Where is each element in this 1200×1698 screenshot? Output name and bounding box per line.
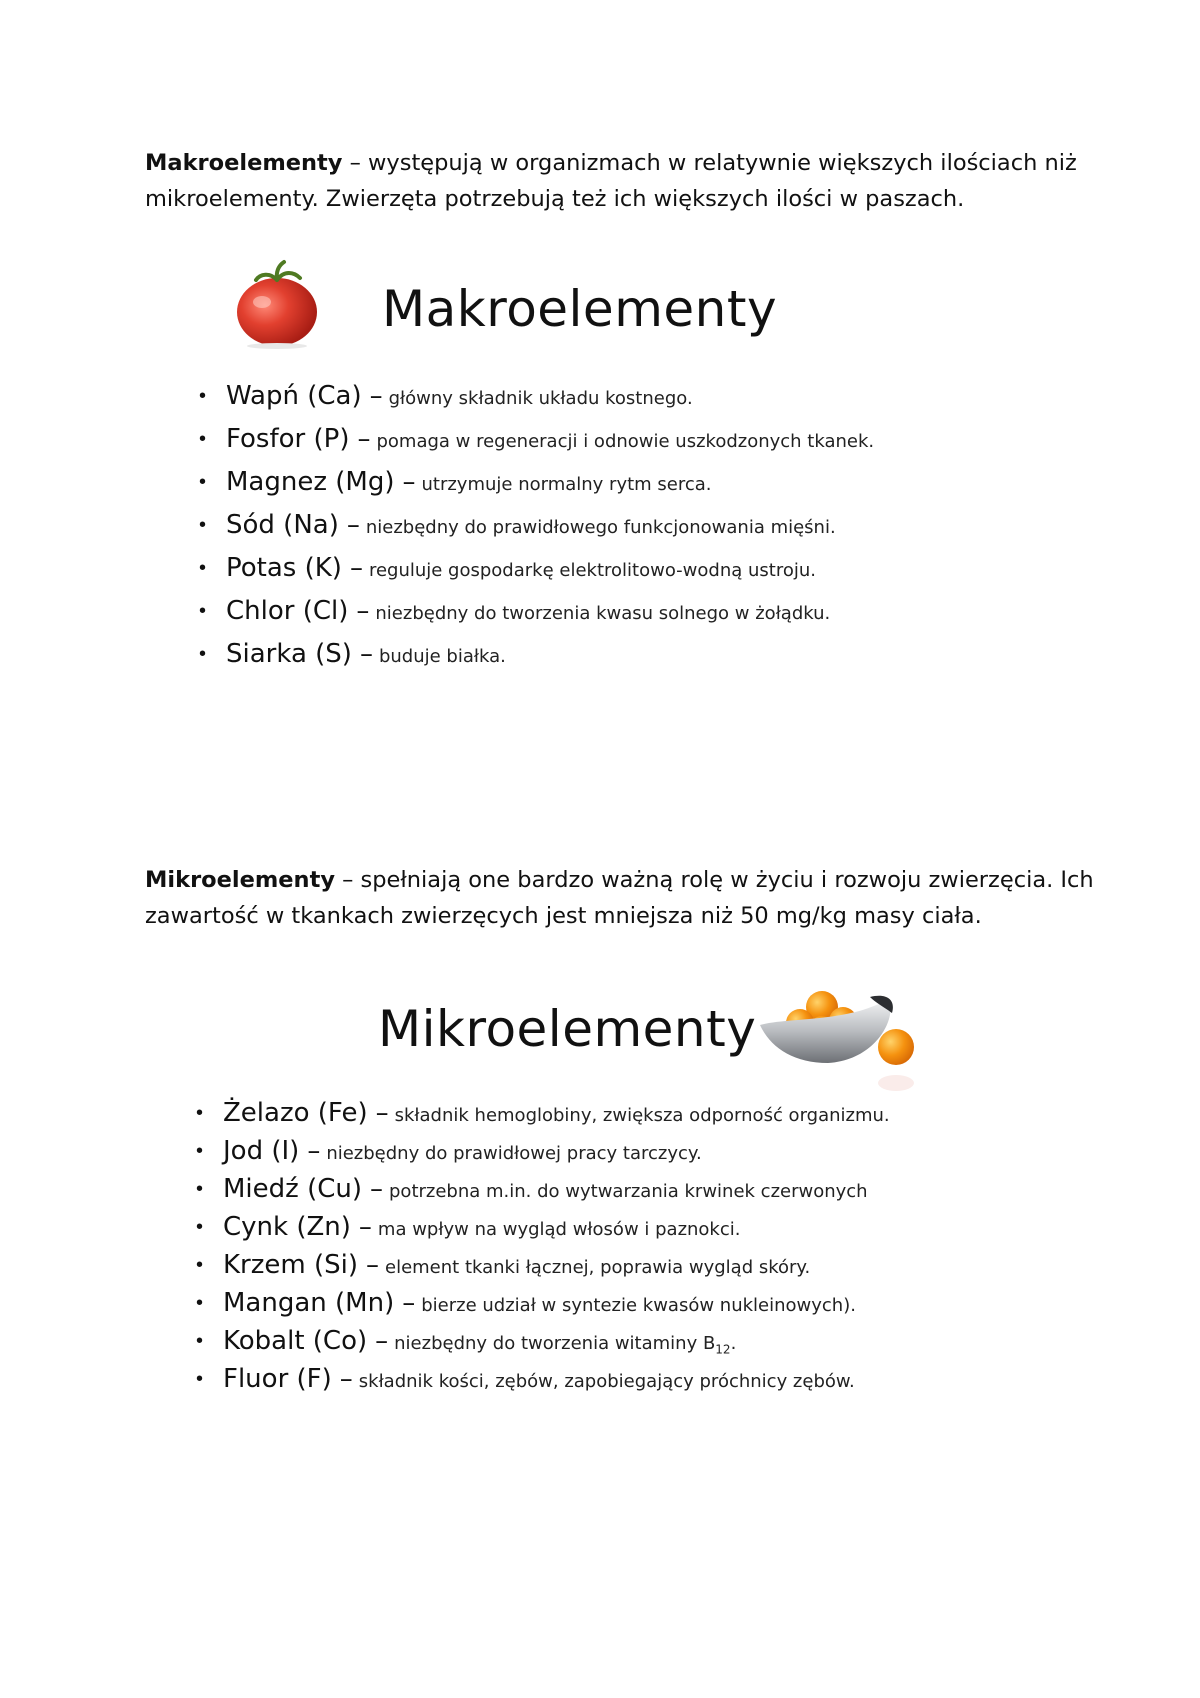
list-item bbox=[199, 461, 874, 504]
macro-heading: Makroelementy bbox=[382, 280, 778, 338]
dash: – bbox=[357, 424, 371, 454]
element-name: Mangan (Mn) bbox=[223, 1288, 395, 1318]
bullet: • bbox=[199, 428, 207, 450]
bullet: • bbox=[196, 1140, 204, 1162]
element-desc: element tkanki łącznej, poprawia wygląd skóry. bbox=[385, 1257, 811, 1278]
bullet: • bbox=[199, 557, 207, 579]
dash: – bbox=[402, 1288, 416, 1318]
list-item bbox=[199, 418, 875, 461]
list-item bbox=[199, 633, 874, 676]
bullet: • bbox=[196, 1330, 204, 1352]
dash: – bbox=[375, 1326, 389, 1356]
element-desc: potrzebna m.in. do wytwarzania krwinek czerwonych bbox=[389, 1181, 868, 1202]
element-desc: reguluje gospodarkę elektrolitowo-wodną ustroju. bbox=[368, 560, 816, 581]
dash: – bbox=[339, 1364, 353, 1394]
list-item bbox=[199, 504, 874, 547]
element-name: Fosfor (P) bbox=[226, 424, 350, 454]
element-desc: niezbędny do prawidłowego funkcjonowania mięśni. bbox=[365, 517, 836, 538]
micro-intro bbox=[145, 862, 1105, 934]
element-desc: pomaga w regeneracji i odnowie uszkodzonych tkanek. bbox=[376, 431, 875, 452]
bullet: • bbox=[196, 1216, 204, 1238]
micro-heading: Mikroelementy bbox=[378, 1000, 757, 1058]
micro-list bbox=[196, 1094, 890, 1398]
element-name: Potas (K) bbox=[226, 553, 342, 583]
bullet: • bbox=[199, 385, 207, 407]
bullet: • bbox=[196, 1102, 204, 1124]
element-name: Cynk (Zn) bbox=[223, 1212, 351, 1242]
element-name: Magnez (Mg) bbox=[226, 467, 395, 497]
element-desc: niezbędny do tworzenia kwasu solnego w żołądku. bbox=[375, 603, 831, 624]
element-desc: główny składnik układu kostnego. bbox=[388, 388, 693, 409]
macro-intro-text: – występują w organizmach w relatywnie większych ilościach niż mikroelementy. Zwierzęta potrzebują też ich większych ilości w paszach. bbox=[145, 150, 1077, 212]
macro-intro bbox=[145, 145, 1105, 217]
dash: – bbox=[358, 1212, 372, 1242]
macro-intro-term: Makroelementy bbox=[145, 150, 343, 176]
element-name: Siarka (S) bbox=[226, 639, 352, 669]
element-desc: składnik hemoglobiny, zwiększa odporność organizmu. bbox=[394, 1105, 890, 1126]
bullet: • bbox=[196, 1254, 204, 1276]
bullet: • bbox=[199, 514, 207, 536]
list-item bbox=[196, 1132, 890, 1170]
list-item bbox=[199, 375, 874, 418]
element-desc bbox=[394, 1333, 737, 1357]
element-desc: składnik kości, zębów, zapobiegający próchnicy zębów. bbox=[358, 1371, 855, 1392]
bullet: • bbox=[196, 1178, 204, 1200]
element-name: Miedź (Cu) bbox=[223, 1174, 362, 1204]
element-desc: utrzymuje normalny rytm serca. bbox=[421, 474, 712, 495]
element-name: Żelazo (Fe) bbox=[223, 1098, 368, 1128]
fruit-bowl-icon bbox=[758, 985, 923, 1095]
dash: – bbox=[356, 596, 370, 626]
element-name: Chlor (Cl) bbox=[226, 596, 349, 626]
micro-intro-text: – spełniają one bardzo ważną rolę w życiu i rozwoju zwierzęcia. Ich zawartość w tkankach zwierzęcych jest mniejsza niż 50 mg/kg masy ciała. bbox=[145, 867, 1094, 929]
tomato-icon bbox=[232, 258, 322, 348]
dash: – bbox=[375, 1098, 389, 1128]
element-name: Kobalt (Co) bbox=[223, 1326, 368, 1356]
dash: – bbox=[370, 1174, 383, 1204]
list-item bbox=[199, 590, 874, 633]
list-item bbox=[196, 1208, 890, 1246]
element-name: Sód (Na) bbox=[226, 510, 339, 540]
element-desc: bierze udział w syntezie kwasów nukleinowych). bbox=[421, 1295, 856, 1316]
list-item bbox=[196, 1360, 890, 1398]
macro-list bbox=[199, 375, 875, 676]
element-desc: niezbędny do prawidłowej pracy tarczycy. bbox=[326, 1143, 702, 1164]
element-desc: ma wpływ na wygląd włosów i paznokci. bbox=[377, 1219, 741, 1240]
list-item bbox=[196, 1094, 890, 1132]
bullet: • bbox=[196, 1368, 204, 1390]
element-name: Jod (I) bbox=[223, 1136, 300, 1166]
element-name: Fluor (F) bbox=[223, 1364, 332, 1394]
dash: – bbox=[349, 553, 363, 583]
list-item bbox=[199, 547, 874, 590]
bullet: • bbox=[196, 1292, 204, 1314]
dash: – bbox=[402, 467, 416, 497]
list-item bbox=[196, 1246, 890, 1284]
element-name: Wapń (Ca) bbox=[226, 381, 362, 411]
micro-intro-term: Mikroelementy bbox=[145, 867, 335, 893]
element-desc-text: niezbędny do tworzenia witaminy B bbox=[394, 1333, 716, 1354]
dash: – bbox=[346, 510, 360, 540]
subscript: 12 bbox=[715, 1342, 731, 1357]
dash: – bbox=[307, 1136, 321, 1166]
list-item bbox=[196, 1284, 890, 1322]
element-desc-end: . bbox=[730, 1333, 737, 1354]
bullet: • bbox=[199, 600, 207, 622]
bullet: • bbox=[199, 471, 207, 493]
element-name: Krzem (Si) bbox=[223, 1250, 358, 1280]
dash: – bbox=[369, 381, 383, 411]
bullet: • bbox=[199, 643, 207, 665]
list-item bbox=[196, 1322, 890, 1360]
dash: – bbox=[359, 639, 373, 669]
element-desc: buduje białka. bbox=[378, 646, 506, 667]
dash: – bbox=[366, 1250, 379, 1280]
list-item bbox=[196, 1170, 890, 1208]
